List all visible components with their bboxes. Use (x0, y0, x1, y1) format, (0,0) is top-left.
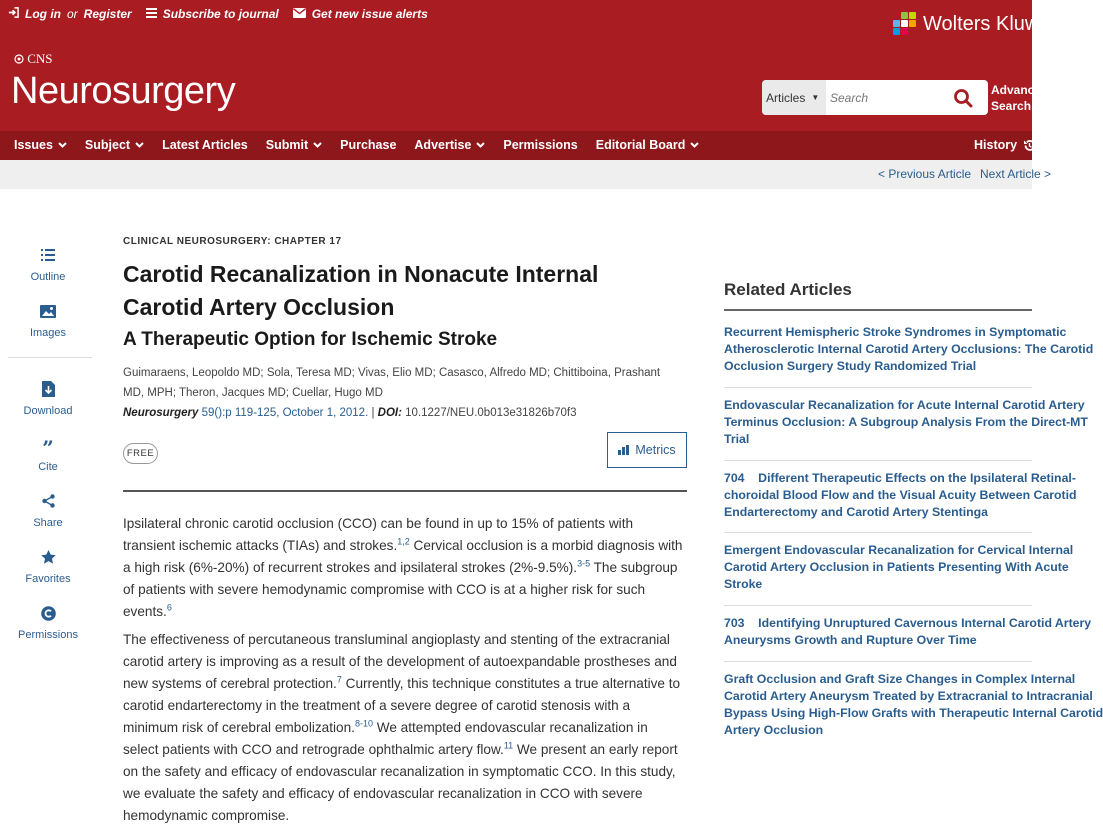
subscribe-link[interactable] (146, 7, 279, 21)
article-paragraph (123, 629, 687, 827)
related-article-line: 703 Identifying Unruptured Cavernous Internal Carotid Artery (724, 616, 1092, 630)
related-divider (724, 309, 1032, 311)
society-mark-icon (14, 54, 24, 64)
related-article-line: Recurrent Hemispheric Stroke Syndromes in Symptomatic (724, 325, 1067, 339)
paragraph-text: We attempted endovascular recanalization in select patients with CCO and retrograde ophthalmic artery flow. (123, 720, 648, 757)
article-section-label: CLINICAL NEUROSURGERY: CHAPTER 17 (123, 236, 342, 247)
search-button[interactable] (948, 83, 978, 113)
search-icon (953, 88, 973, 108)
related-separator (724, 605, 1032, 606)
reference-link[interactable]: 1,2 (397, 536, 410, 547)
related-article-line: Terminus Occlusion: A Subgroup Analysis From the Direct-MT (724, 415, 1088, 429)
paragraph-text: The subgroup of patients with severe hemodynamic compromise with CCO is at a higher risk for such events. (123, 560, 678, 619)
nav-permissions-label: Permissions (503, 138, 578, 152)
tool-share[interactable] (0, 490, 96, 529)
author-list[interactable]: Guimaraens, Leopoldo MD; Sola, Teresa MD; Vivas, Elio MD; Casasco, Alfredo MD; Chittiboina, Prashant MD, MPH; Theron, Jacques MD; Cuellar, Hugo MD (123, 367, 661, 399)
tool-cite-label: Cite (38, 461, 58, 473)
related-separator (724, 661, 1032, 662)
related-article-line: Graft Occlusion and Graft Size Changes in Complex Internal (724, 672, 1076, 686)
metrics-button[interactable] (607, 432, 687, 468)
chevron-down-icon (690, 140, 699, 151)
citation-volume-link[interactable]: 59():p 119-125, October 1, 2012. (201, 407, 369, 419)
search-scope-select[interactable] (762, 80, 826, 115)
related-article-line: Carotid Artery Aneurysm Treated by Extracranial to Intracranial (724, 689, 1093, 703)
nav-subject[interactable] (85, 138, 144, 152)
society-logo (14, 51, 53, 67)
article-subtitle: A Therapeutic Option for Ischemic Stroke (123, 329, 498, 350)
tool-permissions[interactable] (0, 602, 96, 641)
metrics-label: Metrics (635, 443, 676, 457)
search-input[interactable] (826, 83, 948, 113)
bar-chart-icon (618, 445, 629, 455)
caret-down-icon: ▼ (811, 93, 820, 102)
related-article-line: Occlusion Surgery Study Randomized Trial (724, 359, 977, 373)
related-article-link[interactable] (724, 324, 1094, 375)
history-icon (1023, 139, 1036, 152)
related-article-line: Aneurysms Growth and Rupture Over Time (724, 633, 977, 647)
related-article-line: choroidal Blood Flow and the Visual Acuity Between Carotid (724, 488, 1077, 502)
issue-alerts-label: Get new issue alerts (311, 7, 428, 21)
menu-icon (146, 7, 157, 21)
citation-journal: Neurosurgery (123, 407, 199, 419)
outline-icon (41, 248, 55, 262)
article-title: Carotid Recanalization in Nonacute Internal Carotid Artery Occlusion (123, 261, 599, 320)
related-article-line: Atherosclerotic Internal Carotid Artery Occlusions: The Carotid (724, 342, 1094, 356)
reference-link[interactable]: 6 (166, 602, 172, 613)
nav-latest-articles[interactable] (162, 138, 248, 152)
register-link[interactable]: Register (83, 7, 132, 21)
quote-icon: ” (42, 436, 54, 460)
search-box (762, 80, 988, 115)
advanced-search-line1: Advanced (991, 83, 1049, 97)
article-divider (123, 490, 687, 492)
share-icon (42, 494, 55, 508)
citation-separator: | (371, 407, 378, 419)
login-icon (8, 7, 19, 21)
nav-issues[interactable] (14, 138, 67, 152)
paragraph-text: Ipsilateral chronic carotid occlusion (CCO) can be found in up to 15% of patients with transient ischemic attacks (TIAs) and strokes. (123, 516, 634, 553)
access-badge: FREE (123, 443, 158, 464)
related-separator (724, 387, 1032, 388)
images-icon (40, 305, 56, 318)
chevron-down-icon (135, 140, 144, 151)
nav-submit-label: Submit (265, 138, 309, 152)
related-article-line: Stroke (724, 577, 763, 591)
nav-history-label: History (974, 138, 1018, 152)
publisher-mark-icon (893, 12, 917, 36)
related-separator (724, 460, 1032, 461)
or-text: or (67, 7, 78, 21)
related-article-line: Artery Occlusion (724, 723, 824, 737)
related-separator (724, 532, 1032, 533)
tool-download-label: Download (23, 405, 73, 417)
related-article-link[interactable] (724, 470, 1077, 521)
tool-cite[interactable] (0, 434, 96, 473)
nav-purchase-label: Purchase (340, 138, 397, 152)
publisher-name: Wolters Kluwer (923, 12, 1058, 35)
related-article-link[interactable] (724, 397, 1088, 448)
permissions-icon (41, 606, 56, 621)
tool-favorites[interactable] (0, 546, 96, 585)
tool-outline-label: Outline (30, 271, 66, 283)
article-pager (0, 160, 1052, 189)
advanced-search-link[interactable] (991, 82, 1048, 114)
related-articles-heading: Related Articles (724, 280, 852, 299)
related-article-link[interactable] (724, 615, 1092, 649)
doi-label: DOI: (377, 407, 402, 419)
issue-alerts-link[interactable] (293, 7, 428, 21)
nav-purchase[interactable] (340, 138, 396, 152)
search-scope-value: Articles (766, 90, 806, 105)
chevron-down-icon (58, 140, 67, 151)
reference-link[interactable]: 3-5 (577, 558, 591, 569)
paragraph-text: Currently, this technique constitutes a true alternative to carotid endarterectomy in the treatment of a severe degree of carotid stenosis with a minimum risk of cerebral embolization. (123, 676, 681, 735)
advanced-search-line2: Search (991, 99, 1032, 113)
main-nav (0, 131, 1032, 160)
tool-images[interactable] (0, 300, 96, 339)
tool-download[interactable] (0, 378, 96, 417)
related-article-line: Bypass Using High-Flow Grafts with Therapeutic Internal Carotid (724, 706, 1103, 720)
download-icon (42, 381, 55, 397)
reference-link[interactable]: 11 (503, 740, 514, 751)
tool-permissions-label: Permissions (18, 629, 78, 641)
utility-bar (8, 7, 428, 21)
tool-images-label: Images (29, 327, 67, 339)
chevron-down-icon (313, 140, 322, 151)
mail-icon (293, 7, 306, 21)
related-article-line: Endarterectomy and Carotid Artery Stentinga (724, 505, 988, 519)
related-article-link[interactable] (724, 542, 1074, 593)
nav-issues-label: Issues (14, 138, 53, 152)
nav-history[interactable] (974, 138, 1036, 152)
nav-subject-label: Subject (84, 138, 131, 152)
tools-divider (8, 357, 92, 358)
reference-link[interactable]: 8-10 (354, 718, 373, 729)
tool-favorites-label: Favorites (25, 573, 71, 585)
citation-line (123, 407, 577, 419)
chevron-down-icon (476, 140, 485, 151)
reference-link[interactable]: 7 (336, 674, 342, 685)
nav-advertise[interactable] (414, 138, 485, 152)
paragraph-text: We present an early report on the safety and efficacy of endovascular recanalization in symptomatic CCO. In this study, we evaluate the safety and efficacy of endovascular recanalization in CCO with severe hemodynamic compromise. (123, 742, 678, 823)
nav-editorial-board[interactable] (596, 138, 700, 152)
journal-title[interactable]: Neurosurgery (11, 70, 236, 112)
publisher-logo[interactable] (893, 12, 1057, 36)
previous-article-link[interactable]: < Previous Article (878, 167, 972, 181)
site-header (0, 0, 1058, 131)
related-article-line: 704 Different Therapeutic Effects on the Ipsilateral Retinal- (724, 471, 1076, 485)
society-name: CNS (27, 51, 53, 66)
related-article-line: Endovascular Recanalization for Acute Internal Carotid Artery (724, 398, 1085, 412)
article-paragraph (123, 513, 687, 623)
related-article-line: Carotid Artery Occlusion in Patients Presenting With Acute (724, 560, 1069, 574)
login-link[interactable]: Log in (25, 7, 61, 21)
nav-latest-articles-label: Latest Articles (162, 138, 248, 152)
nav-permissions[interactable] (503, 138, 577, 152)
tool-outline[interactable] (0, 244, 96, 283)
related-article-line: Emergent Endovascular Recanalization for Cervical Internal (724, 543, 1074, 557)
subscribe-label: Subscribe to journal (162, 7, 279, 21)
login-register[interactable] (8, 7, 132, 21)
related-article-line: Trial (724, 432, 750, 446)
nav-submit[interactable] (266, 138, 322, 152)
paragraph-text: Cervical occlusion is a morbid diagnosis with a high risk (6%-20%) of recurrent strokes and ipsilateral strokes (2%-9.5%). (123, 538, 683, 575)
star-icon (41, 550, 56, 564)
doi-value[interactable]: 10.1227/NEU.0b013e31826b70f3 (405, 407, 577, 419)
tool-share-label: Share (33, 517, 63, 529)
paragraph-text: The effectiveness of percutaneous transluminal angioplasty and stenting of the extracranial carotid artery is improving as a result of the development of autoexpandable prostheses and new systems of cerebral protection. (123, 632, 677, 691)
nav-editorial-board-label: Editorial Board (595, 138, 686, 152)
related-article-link[interactable] (724, 671, 1103, 739)
nav-advertise-label: Advertise (414, 138, 472, 152)
next-article-link[interactable]: Next Article > (980, 167, 1052, 181)
